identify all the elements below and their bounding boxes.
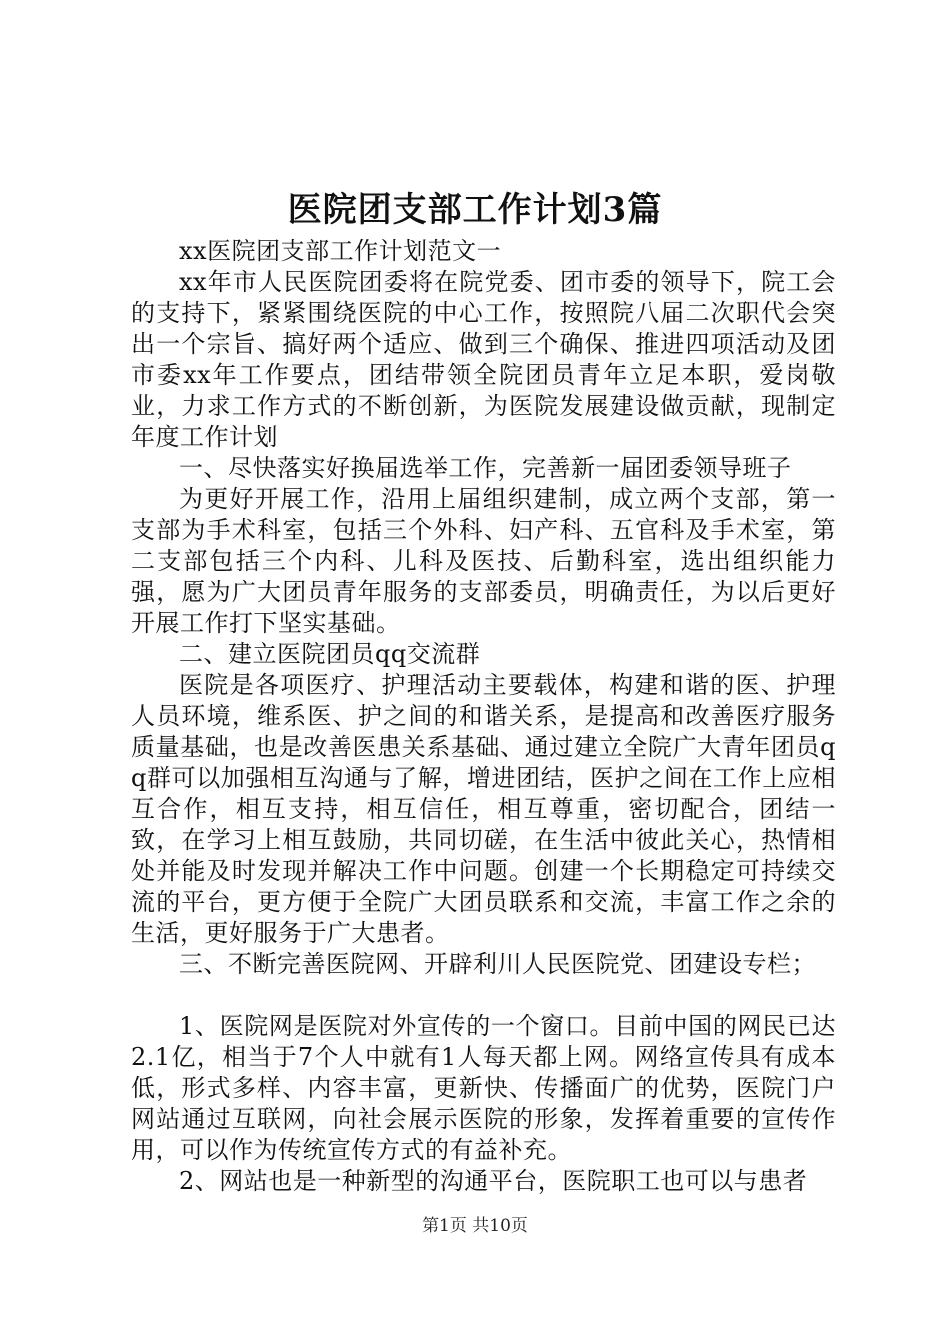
section-heading-2: 二、建立医院团员qq交流群 [179, 640, 481, 668]
blank-line [131, 980, 836, 1011]
paragraph-section-3-item-1: 1、医院网是医院对外宣传的一个窗口。目前中国的网民已达2.1亿，相当于7个人中就有1人每天都上网。网络宣传具有成本低，形式多样、内容丰富，更新快、传播面广的优势，医院门户网站通过互联网，向社会展示医院的形象，发挥着重要的宣传作用，可以作为传统宣传方式的有益补充。 [131, 1012, 836, 1164]
section-heading-3: 三、不断完善医院网、开辟利川人民医院党、团建设专栏； [179, 950, 816, 978]
paragraph-intro: xx年市人民医院团委将在院党委、团市委的领导下，院工会的支持下，紧紧围绕医院的中心工作，按照院八届二次职代会突出一个宗旨、搞好两个适应、做到三个确保、推进四项活动及团市委xx年工作要点，团结带领全院团员青年立足本职，爱岗敬业，力求工作方式的不断创新，为医院发展建设做贡献，现制定年度工作计划 [131, 268, 836, 451]
paragraph-section-3-item-2: 2、网站也是一种新型的沟通平台，医院职工也可以与患者 [179, 1167, 808, 1195]
section-heading-1: 一、尽快落实好换届选举工作，完善新一届团委领导班子 [179, 454, 792, 482]
paragraph-section-2: 医院是各项医疗、护理活动主要载体，构建和谐的医、护理人员环境，维系医、护之间的和谐关系，是提高和改善医疗服务质量基础，也是改善医患关系基础、通过建立全院广大青年团员qq群可以加强相互沟通与了解，增进团结，医护之间在工作上应相互合作，相互支持，相互信任，相互尊重，密切配合，团结一致，在学习上相互鼓励，共同切磋，在生活中彼此关心，热情相处并能及时发现并解决工作中问题。创建一个长期稳定可持续交流的平台，更方便于全院广大团员联系和交流，丰富工作之余的生活，更好服务于广大患者。 [131, 671, 836, 947]
page-number-footer: 第1页 共10页 [422, 1216, 528, 1236]
document-body [131, 236, 836, 1197]
paragraph-section-1: 为更好开展工作，沿用上届组织建制，成立两个支部，第一支部为手术科室，包括三个外科、妇产科、五官科及手术室，第二支部包括三个内科、儿科及医技、后勤科室，选出组织能力强，愿为广大团员青年服务的支部委员，明确责任，为以后更好开展工作打下坚实基础。 [131, 485, 836, 637]
document-subtitle: xx医院团支部工作计划范文一 [179, 237, 502, 265]
document-title: 医院团支部工作计划3篇 [287, 190, 663, 230]
